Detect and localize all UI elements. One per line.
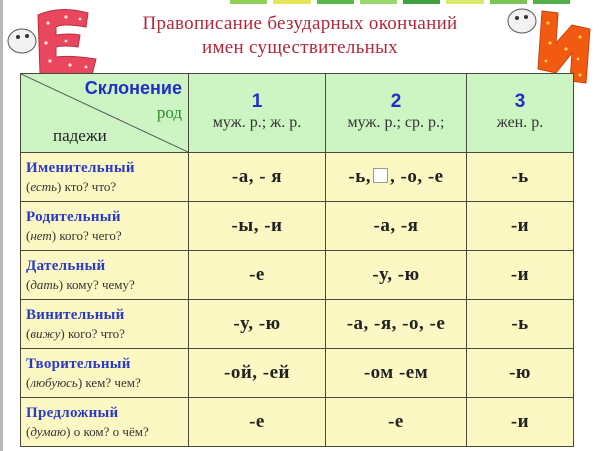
ending-declension-3: -ь [467,153,574,202]
declension-2-header [326,74,467,153]
case-name: Именительный [26,159,135,176]
case-cell [21,398,189,447]
ending-declension-3: -ь [467,300,574,349]
gender-label: род [156,103,182,122]
ending-declension-3: -ю [467,349,574,398]
ending-declension-2: -а, -я, -о, -е [326,300,467,349]
case-question: (дать) кому? чему? [26,276,135,292]
case-cell [21,300,189,349]
table-row-instrumental [21,349,574,398]
cases-label: падежи [53,126,107,145]
case-question: (есть) кто? что? [26,178,117,194]
declension-label: Склонение [84,78,182,98]
table-row-accusative [21,300,574,349]
declension-number: 1 [251,91,263,112]
ending-declension-1: -е [189,251,326,300]
zero-ending-box-icon [373,168,388,183]
case-name: Творительный [26,355,131,372]
case-question: (думаю) о ком? о чём? [26,423,149,439]
case-name: Предложный [26,404,119,421]
ending-declension-1: -а, - я [189,153,326,202]
case-question: (любуюсь) кем? чем? [26,374,141,390]
ending-declension-2: -е [326,398,467,447]
auxiliary-word: дать [30,276,59,292]
case-cell [21,202,189,251]
title-line-2: имен существительных [202,37,398,58]
header-corner-cell [21,74,189,153]
page-title [100,12,500,60]
case-name: Родительный [26,208,121,225]
declension-number: 3 [514,91,526,112]
ending-declension-2: -у, -ю [326,251,467,300]
declension-endings-table [20,73,574,447]
declension-gender: муж. р.; ср. р.; [347,114,445,131]
case-question: (вижу) кого? что? [26,325,125,341]
case-name: Дательный [26,257,106,274]
auxiliary-word: есть [30,178,58,194]
title-line-1: Правописание безударных окончаний [142,13,458,34]
ending-declension-3: -и [467,251,574,300]
ending-declension-1: -е [189,398,326,447]
ending-declension-2: -ом -ем [326,349,467,398]
auxiliary-word: нет [30,227,52,243]
table-row-prepositional [21,398,574,447]
case-cell [21,153,189,202]
ending-declension-3: -и [467,398,574,447]
declension-gender: муж. р.; ж. р. [212,114,302,131]
declension-1-header [189,74,326,153]
case-cell [21,349,189,398]
ending-declension-1: -ы, -и [189,202,326,251]
declension-number: 2 [390,91,402,112]
declension-gender: жен. р. [496,114,544,131]
ending-declension-3: -и [467,202,574,251]
table-row-nominative [21,153,574,202]
case-question: (нет) кого? чего? [26,227,122,243]
ending-declension-1: -у, -ю [189,300,326,349]
auxiliary-word: вижу [30,325,61,341]
ending-declension-2: -ь, , -о, -е [326,153,467,202]
auxiliary-word: любуюсь [30,374,78,390]
auxiliary-word: думаю [30,423,67,439]
ending-declension-2: -а, -я [326,202,467,251]
table-header-row [21,74,574,153]
case-cell [21,251,189,300]
decorative-letter-e-icon [0,3,100,83]
table-row-genitive [21,202,574,251]
declension-3-header [467,74,574,153]
case-name: Винительный [26,306,125,323]
ending-declension-1: -ой, -ей [189,349,326,398]
table-row-dative [21,251,574,300]
